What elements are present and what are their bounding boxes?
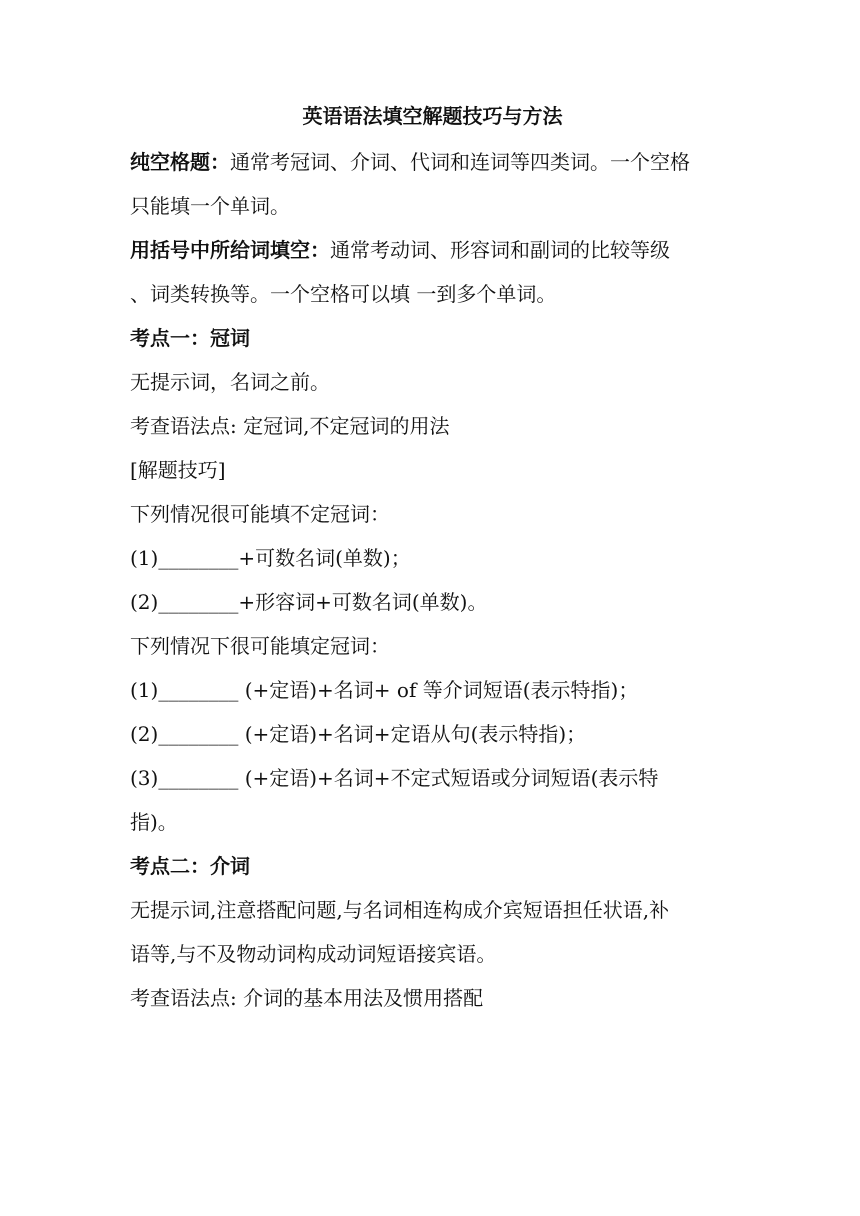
bracket-words-line1	[130, 239, 735, 283]
document-title: 英语语法填空解题技巧与方法	[302, 104, 563, 128]
indefinite-item-1: (1)________+可数名词(单数)；	[130, 546, 411, 570]
document-page	[130, 105, 735, 1031]
definite-intro: 下列情况下很可能填定冠词：	[130, 634, 390, 658]
point2-grammar: 考查语法点: 介词的基本用法及惯用搭配	[130, 986, 484, 1010]
tips-heading: [解题技巧]	[130, 458, 226, 482]
indefinite-item-2: (2)________+形容词+可数名词(单数)。	[130, 590, 488, 614]
point2-heading: 考点二：介词	[130, 854, 250, 878]
bracket-words-label: 用括号中所给词填空：	[130, 238, 330, 262]
pure-blank-line2: 只能填一个单词。	[130, 194, 290, 218]
bracket-words-line2: 、词类转换等。一个空格可以填 一到多个单词。	[130, 282, 557, 306]
definite-item-1: (1)________ (+定语)+名词+ of 等介词短语(表示特指)；	[130, 678, 639, 702]
pure-blank-label: 纯空格题：	[130, 150, 230, 174]
definite-item-2: (2)________ (+定语)+名词+定语从句(表示特指)；	[130, 722, 587, 746]
pure-blank-text: 通常考冠词、介词、代词和连词等四类词。一个空格	[230, 150, 690, 174]
bracket-words-text: 通常考动词、形容词和副词的比较等级	[330, 238, 670, 262]
indefinite-intro: 下列情况很可能填不定冠词：	[130, 502, 390, 526]
point2-hint-line2: 语等,与不及物动词构成动词短语接宾语。	[130, 942, 497, 966]
point1-grammar: 考查语法点: 定冠词,不定冠词的用法	[130, 414, 450, 438]
definite-item-3-cont: 指)。	[130, 810, 178, 834]
pure-blank-line1	[130, 151, 735, 195]
point1-hint: 无提示词，名词之前。	[130, 370, 330, 394]
point2-hint-line1: 无提示词,注意搭配问题,与名词相连构成介宾短语担任状语,补	[130, 898, 670, 922]
definite-item-3: (3)________ (+定语)+名词+不定式短语或分词短语(表示特	[130, 766, 659, 790]
point1-heading: 考点一：冠词	[130, 326, 250, 350]
